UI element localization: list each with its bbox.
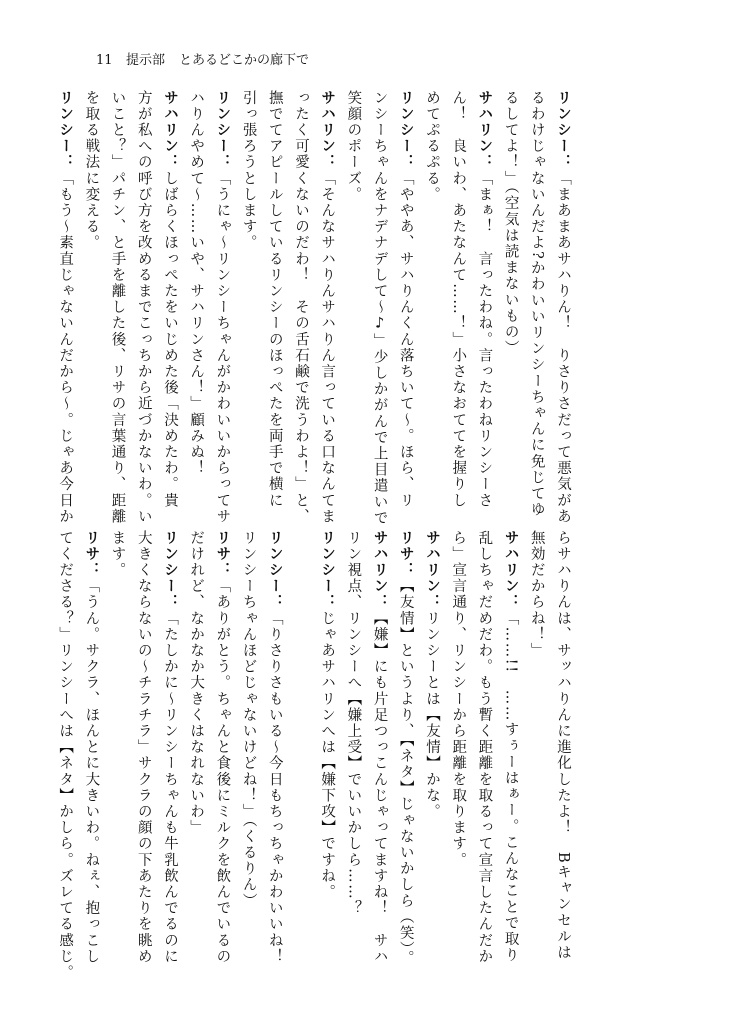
text-line — [314, 90, 340, 525]
line-text: てくださる？」リンシーへは【ネタ】かしら。ズレてる感じ。 — [57, 530, 74, 981]
text-line — [183, 90, 209, 498]
line-text: じゃあサハリンへは【嫌下攻】ですね。 — [319, 610, 336, 901]
line-text: 乱しちゃだめだわ。もう暫く距離を取るって宣言したんだか — [476, 530, 493, 965]
line-text: リンシーちゃんほどじゃないけどね！」（くるりん） — [240, 530, 257, 910]
line-text: ハりんやめて〜……いや、サハリンさん！」顧みぬ！ — [188, 90, 205, 477]
text-line — [262, 530, 288, 965]
text-line — [393, 530, 419, 967]
speaker-label: サハリン： — [371, 530, 388, 611]
text-line — [524, 90, 550, 518]
text-line — [419, 90, 445, 498]
line-text: ん！ 良いわ、あたなんて……！」小さなおててを握りし — [450, 90, 467, 509]
line-text: ら」宣言通り、リンシーから距離を取ります。 — [450, 530, 467, 869]
line-text: 「たしかに〜リンシーちゃんも牛乳飲んでるのに — [161, 610, 178, 965]
line-text: めてぷるぷる。 — [423, 90, 440, 203]
section-title: とあるどこかの廊下で — [179, 53, 310, 68]
line-text: 無効だからね！」 — [528, 530, 545, 659]
text-line — [104, 90, 130, 525]
text-line — [209, 530, 235, 965]
text-line — [314, 530, 340, 938]
line-text: ます。 — [109, 530, 126, 579]
text-line — [419, 530, 445, 938]
speaker-label: サハリン： — [476, 90, 493, 171]
speaker-label: サハリン： — [502, 530, 519, 611]
text-line — [445, 90, 471, 509]
line-text: ったく可愛くないのだわ！ その舌石鹸で洗うわよ！」と、 — [292, 90, 309, 525]
line-text: いこと？」パチン、と手を離した後、リサの言葉通り、距離 — [109, 90, 126, 525]
speaker-label: リンシー： — [397, 90, 414, 171]
text-line — [183, 530, 209, 938]
text-line — [288, 90, 314, 525]
running-header — [96, 52, 596, 74]
line-text: 「そんなサハりんサハりん言っている口なんてま — [319, 170, 336, 525]
speaker-label: リンシー： — [214, 90, 231, 171]
line-text: 引っ張ろうとします。 — [240, 90, 257, 251]
speaker-label: リンシー： — [161, 530, 178, 611]
line-text: 方が私への呼び方を改めるまでこっちから近づかないわ。い — [135, 90, 152, 525]
line-text: 撫でてアピールしているリンシーのほっぺたを両手で横に — [266, 90, 283, 509]
speaker-label: リサ： — [397, 530, 414, 579]
line-text: るしてよ！」（空気は読まないもの） — [502, 90, 519, 357]
speaker-label: リンシー： — [266, 530, 283, 611]
text-line — [366, 90, 392, 527]
speaker-label: サハリン： — [423, 530, 440, 611]
text-line — [497, 90, 523, 498]
speaker-label: リンシー： — [555, 90, 571, 171]
text-line — [131, 90, 157, 525]
line-text: 「ありがとう。ちゃんと食後にミルクを飲んでいるの — [214, 578, 231, 965]
text-line — [78, 90, 104, 498]
line-text: だけれど、なかなか大きくはなれないわ」 — [188, 530, 205, 836]
text-block-lower — [57, 530, 576, 981]
line-text: リン視点、リンシーへ【嫌上受】でいいかしら……？ — [345, 530, 362, 917]
text-line — [340, 90, 366, 498]
line-text: を取る戦法に変える。 — [83, 90, 100, 251]
text-line — [157, 90, 183, 509]
speaker-label: リンシー： — [57, 90, 74, 171]
text-line — [471, 530, 497, 965]
text-line — [524, 530, 550, 938]
line-text: 「うん。サクラ、ほんとに大きいわ。ねぇ、抱っこし — [83, 578, 100, 965]
text-line — [52, 530, 78, 981]
text-line — [497, 530, 523, 964]
text-line — [104, 530, 130, 938]
line-text: 「まあまあサハりん！ りさりさだって悪気があ — [555, 170, 571, 525]
text-line — [131, 530, 157, 965]
text-line — [235, 90, 261, 498]
line-text: ンシーちゃんをナデナデして〜♪」少しかがんで上目遣いで — [371, 90, 388, 527]
speaker-label: リサ： — [214, 530, 231, 579]
text-line — [471, 90, 497, 509]
line-text: 「……!! ……すぅーはぁー。こんなことで取り — [502, 610, 519, 964]
line-text: 「まぁ！ 言ったわね。言ったわねリンシーさ — [476, 170, 493, 509]
text-line — [209, 90, 235, 525]
line-text: リンシーとは【友情】かな。 — [423, 610, 440, 820]
text-line — [52, 90, 78, 525]
speaker-label: サハリン： — [161, 90, 178, 171]
line-text: 【嫌】にも片足つっこんじゃってますね！ サハ — [371, 610, 388, 965]
chapter-label: 提示部 — [126, 53, 166, 68]
text-line — [262, 90, 288, 509]
text-line — [235, 530, 261, 938]
speaker-label: リサ： — [83, 530, 100, 579]
line-text: しばらくほっぺたをいじめた後「決めたわ。貴 — [161, 170, 178, 509]
speaker-label: サハリン： — [319, 90, 336, 171]
line-text: るわけじゃないんだよ?かわいいリンシーちゃんに免じてゆ — [528, 90, 545, 518]
line-text: 「りさりさもいる〜今日もちっちゃかわいいね！ — [266, 610, 283, 965]
text-line — [366, 530, 392, 965]
line-text: らサハりんは、サッハりんに進化したよ！ Bキャンセルは — [555, 530, 571, 961]
text-block-upper — [57, 90, 576, 527]
line-text: 大きくならないの〜チラチラ」サクラの顔の下あたりを眺め — [135, 530, 152, 965]
text-line — [445, 530, 471, 938]
line-text: 【友情】というより、【ネタ】じゃないかしら（笑）。 — [397, 578, 414, 967]
text-line — [157, 530, 183, 965]
text-line — [550, 530, 576, 961]
text-line — [550, 90, 576, 525]
line-text: 「もう〜素直じゃないんだから〜。じゃあ今日か — [57, 170, 74, 525]
text-line — [340, 530, 366, 938]
text-line — [393, 90, 419, 509]
line-text: 「うにゃ〜リンシーちゃんがかわいいからってサ — [214, 170, 231, 525]
line-text: 「ややあ、サハりんくん落ちいて〜。ほら、リ — [397, 170, 414, 509]
text-line — [78, 530, 104, 965]
line-text: 笑顔のポーズ。 — [345, 90, 362, 203]
speaker-label: リンシー： — [319, 530, 336, 611]
page-number: 11 — [96, 53, 113, 68]
text-line — [288, 530, 314, 938]
